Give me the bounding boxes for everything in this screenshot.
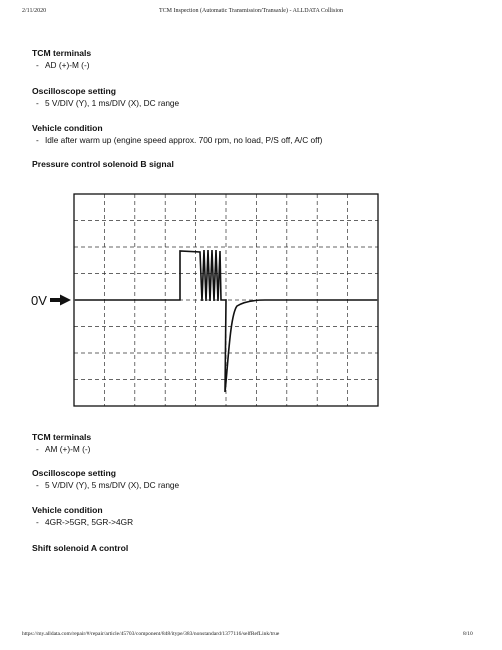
- section-item: - AM (+)-M (-): [36, 444, 91, 454]
- print-doc-title: TCM Inspection (Automatic Transmission/Transaxle) - ALLDATA Collision: [159, 8, 343, 14]
- section-title: Oscilloscope setting: [32, 86, 117, 96]
- section-shift-solenoid-title: [32, 543, 128, 553]
- footer-url: https://my.alldata.com/repair/#/repair/article/45703/component/848/itype/383/nonstandard/1377116/selfRefLink/true: [22, 631, 280, 637]
- section-title: Pressure control solenoid B signal: [32, 159, 174, 169]
- section-title: Oscilloscope setting: [32, 468, 117, 478]
- item-text: 4GR->5GR, 5GR->4GR: [45, 517, 134, 527]
- section-tcm-terminals-2: [32, 432, 91, 454]
- section-title: Shift solenoid A control: [32, 543, 129, 553]
- item-text: Idle after warm up (engine speed approx. 700 rpm, no load, P/S off, A/C off): [45, 135, 323, 145]
- section-item: - AD (+)-M (-): [36, 60, 90, 70]
- section-title: Vehicle condition: [32, 123, 103, 133]
- zero-volt-arrow-icon: [50, 295, 71, 306]
- section-item: - 4GR->5GR, 5GR->4GR: [36, 517, 134, 527]
- section-vehicle-condition-2: [32, 505, 133, 527]
- item-text: AM (+)-M (-): [45, 444, 91, 454]
- item-text: AD (+)-M (-): [45, 60, 90, 70]
- section-item: - Idle after warm up (engine speed approx. 700 rpm, no load, P/S off, A/C off): [36, 135, 323, 145]
- section-title: TCM terminals: [32, 432, 92, 442]
- section-title: Vehicle condition: [32, 505, 103, 515]
- footer-page-number: 8/10: [463, 631, 473, 637]
- item-text: 5 V/DIV (Y), 1 ms/DIV (X), DC range: [45, 98, 180, 108]
- section-item: - 5 V/DIV (Y), 1 ms/DIV (X), DC range: [36, 98, 180, 108]
- item-text: 5 V/DIV (Y), 5 ms/DIV (X), DC range: [45, 480, 180, 490]
- zero-volt-label: 0V: [31, 293, 47, 308]
- print-date: 2/11/2020: [22, 8, 47, 14]
- section-title: TCM terminals: [32, 48, 92, 58]
- section-item: - 5 V/DIV (Y), 5 ms/DIV (X), DC range: [36, 480, 180, 490]
- section-oscilloscope-setting-2: [32, 468, 179, 490]
